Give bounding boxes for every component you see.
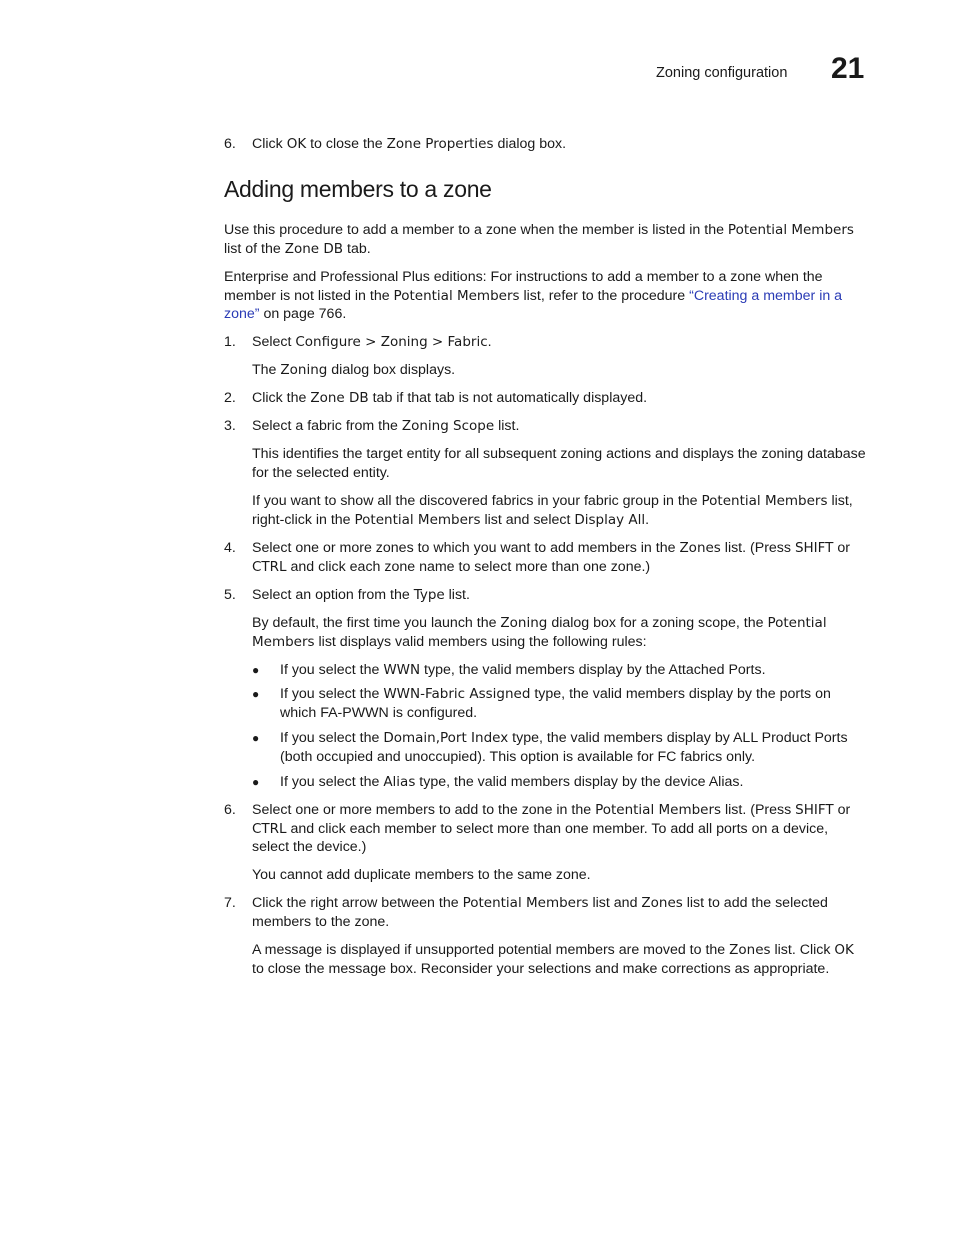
step-text: Select a fabric from the Zoning Scope list. — [252, 418, 520, 434]
bullet-icon: ● — [252, 775, 260, 789]
bullet-icon: ● — [252, 663, 260, 677]
step-number: 5. — [224, 587, 236, 603]
bullet-icon: ● — [252, 731, 260, 745]
step-number: 3. — [224, 418, 236, 434]
step-number: 7. — [224, 895, 236, 911]
step-number: 1. — [224, 334, 236, 350]
intro-paragraph-2: Enterprise and Professional Plus editions: For instructions to add a member to a zone when the member is not listed in the Potential Members list, refer to the procedure “Creating a member in a zone” on page 766. — [224, 269, 843, 322]
section-heading: Adding members to a zone — [224, 176, 492, 202]
step-text: Select one or more zones to which you want to add members in the Zones list. (Press SHIFT or CTRL and click each zone name to select more than one zone.) — [252, 540, 850, 575]
step-text: Click OK to close the Zone Properties dialog box. — [252, 136, 567, 152]
bullet-icon: ● — [252, 687, 260, 701]
step-number: 6. — [224, 802, 236, 818]
running-header-title: Zoning configuration — [656, 65, 788, 81]
step-number: 6. — [224, 136, 236, 152]
step-text: Click the right arrow between the Potential Members list and Zones list to add the selected members to the zone. — [252, 895, 828, 930]
chapter-number: 21 — [831, 52, 865, 85]
intro-paragraph-1: Use this procedure to add a member to a zone when the member is listed in the Potential Members list of the Zone DB tab. — [224, 222, 854, 257]
step-text: Select one or more members to add to the zone in the Potential Members list. (Press SHIFT or CTRL and click each member to select more than one member. To add all ports on a device, select the device.) — [252, 802, 851, 855]
step-text: Select Configure > Zoning > Fabric. — [252, 334, 492, 350]
step-text: Select an option from the Type list. — [252, 587, 470, 603]
cross-reference-link[interactable]: “Creating a member in a zone” — [224, 287, 843, 322]
step-text: Click the Zone DB tab if that tab is not automatically displayed. — [252, 390, 648, 406]
step-number: 4. — [224, 540, 236, 556]
step-number: 2. — [224, 390, 236, 406]
